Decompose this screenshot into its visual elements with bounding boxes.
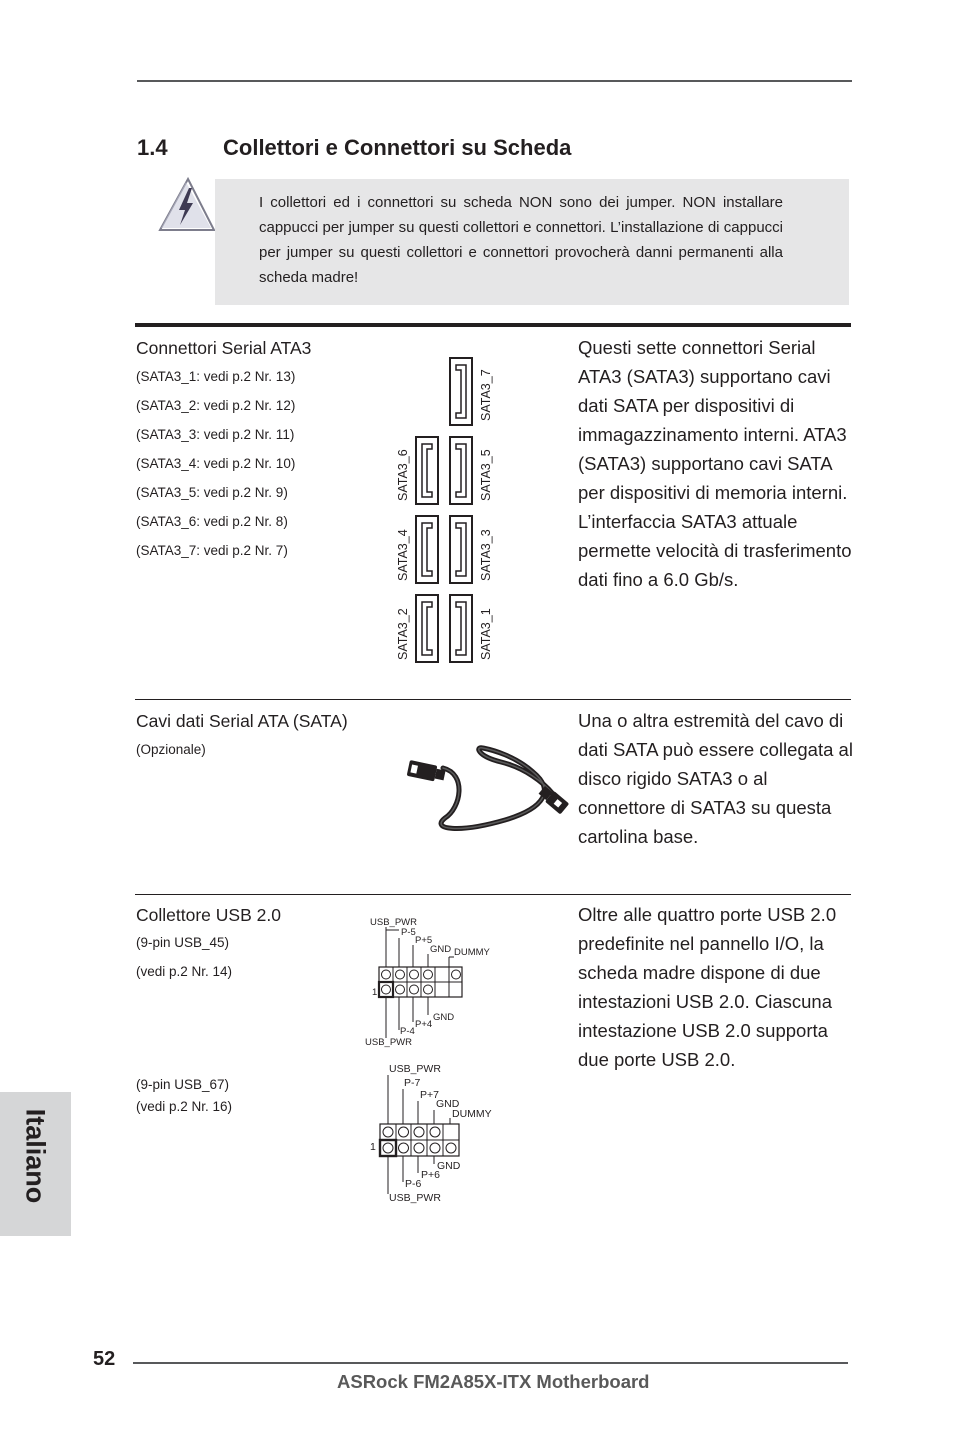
usb-header1-ref: (vedi p.2 Nr. 14) [136,964,233,979]
pin-label: USB_PWR [370,917,417,928]
cable-title: Cavi dati Serial ATA (SATA) [136,711,348,731]
pin-label: USB_PWR [389,1192,441,1204]
usb-header-diagram-2 [365,1058,500,1208]
pin-label: P+4 [415,1019,433,1030]
warning-text: I collettori ed i connettori su scheda NON sono dei jumper. NON installare cappucci per jumper su questi collettori e connettori. L’installazione di cappucci per jumper su questi collettori e connettori provocherà danni permanenti alla scheda madre! [259,194,783,286]
pin-label: P+6 [421,1169,440,1181]
sata3-1-connector [450,595,472,662]
list-item: (SATA3_7: vedi p.2 Nr. 7) [136,543,288,558]
sata3-6-label: SATA3_6 [396,449,410,501]
sata-title: Connettori Serial ATA3 [136,338,312,358]
usb-description: Oltre alle quattro porte USB 2.0 predefinite nel pannello I/O, la scheda madre dispone di due intestazioni USB 2.0. Ciascuna intestazione USB 2.0 supporta due porte USB 2.0. [578,904,837,1070]
list-item: (SATA3_5: vedi p.2 Nr. 9) [136,485,288,500]
pin-label: GND [433,1012,455,1023]
section-number: 1.4 [137,135,168,160]
sata3-2-label: SATA3_2 [396,608,410,660]
pin-label: P+5 [415,935,433,946]
pin-label: GND [430,944,452,955]
pin-label: GND [436,1098,460,1110]
usb-header1-pins: (9-pin USB_45) [136,935,230,950]
pin-label: DUMMY [452,1108,492,1120]
list-item: (SATA3_6: vedi p.2 Nr. 8) [136,514,288,529]
pin-label: USB_PWR [365,1037,412,1048]
sata3-6-connector [416,437,438,504]
sata3-5-label: SATA3_5 [479,449,493,501]
footer-title: ASRock FM2A85X-ITX Motherboard [337,1371,650,1392]
pin-label: P-6 [405,1178,422,1190]
usb-header2-ref: (vedi p.2 Nr. 16) [136,1099,233,1114]
pin-one-marker: 1 [370,1141,376,1153]
pin-one-marker: 1 [372,987,378,998]
cable-subtitle: (Opzionale) [136,742,206,757]
list-item: (SATA3_3: vedi p.2 Nr. 11) [136,427,295,442]
list-item: (SATA3_4: vedi p.2 Nr. 10) [136,456,296,471]
section-divider-thick [135,323,851,327]
sata-description: Questi sette connettori Serial ATA3 (SATA3) supportano cavi dati SATA per dispositivi di immagazzinamento interni. ATA3 (SATA3) supportano cavi SATA per dispositivi di memoria interni. L’interfaccia SATA3 attuale permette velocità di trasferimento dati fino a 6.0 Gb/s. [578,337,852,590]
sata3-2-connector [416,595,438,662]
language-side-tab-label: Italiano [20,1108,51,1204]
section-divider [135,894,851,895]
pin-label: P-7 [404,1077,421,1089]
usb-header-diagram-1 [362,912,497,1052]
list-item: (SATA3_1: vedi p.2 Nr. 13) [136,369,296,384]
sata3-5-connector [450,437,472,504]
footer-rule [133,1362,848,1364]
pin-label: P+7 [420,1089,439,1101]
section-divider [135,699,851,700]
sata3-7-label: SATA3_7 [479,369,493,421]
pin-label: USB_PWR [389,1063,441,1075]
warning-triangle-icon [155,176,217,234]
sata-ref-list [136,369,295,572]
pin-label: DUMMY [454,947,490,958]
pin-label: P-4 [400,1026,415,1037]
section-title: Collettori e Connettori su Scheda [223,135,572,160]
list-item: (SATA3_2: vedi p.2 Nr. 12) [136,398,296,413]
sata3-4-label: SATA3_4 [396,529,410,581]
usb-title: Collettore USB 2.0 [136,905,281,925]
pin-label: GND [437,1160,461,1172]
sata3-4-connector [416,516,438,583]
usb-header2-pins: (9-pin USB_67) [136,1077,230,1092]
sata3-1-label: SATA3_1 [479,608,493,660]
sata3-3-connector [450,516,472,583]
pin-label: P-5 [401,927,416,938]
sata-connector-diagram [390,355,500,670]
sata-cable-illustration [405,738,570,833]
top-rule [137,80,852,82]
sata3-7-connector [450,358,472,425]
sata3-3-label: SATA3_3 [479,529,493,581]
cable-description: Una o altra estremità del cavo di dati SATA può essere collegata al disco rigido SATA3 o al connettore di SATA3 su questa cartolina base. [578,710,853,847]
page-number: 52 [93,1348,116,1370]
